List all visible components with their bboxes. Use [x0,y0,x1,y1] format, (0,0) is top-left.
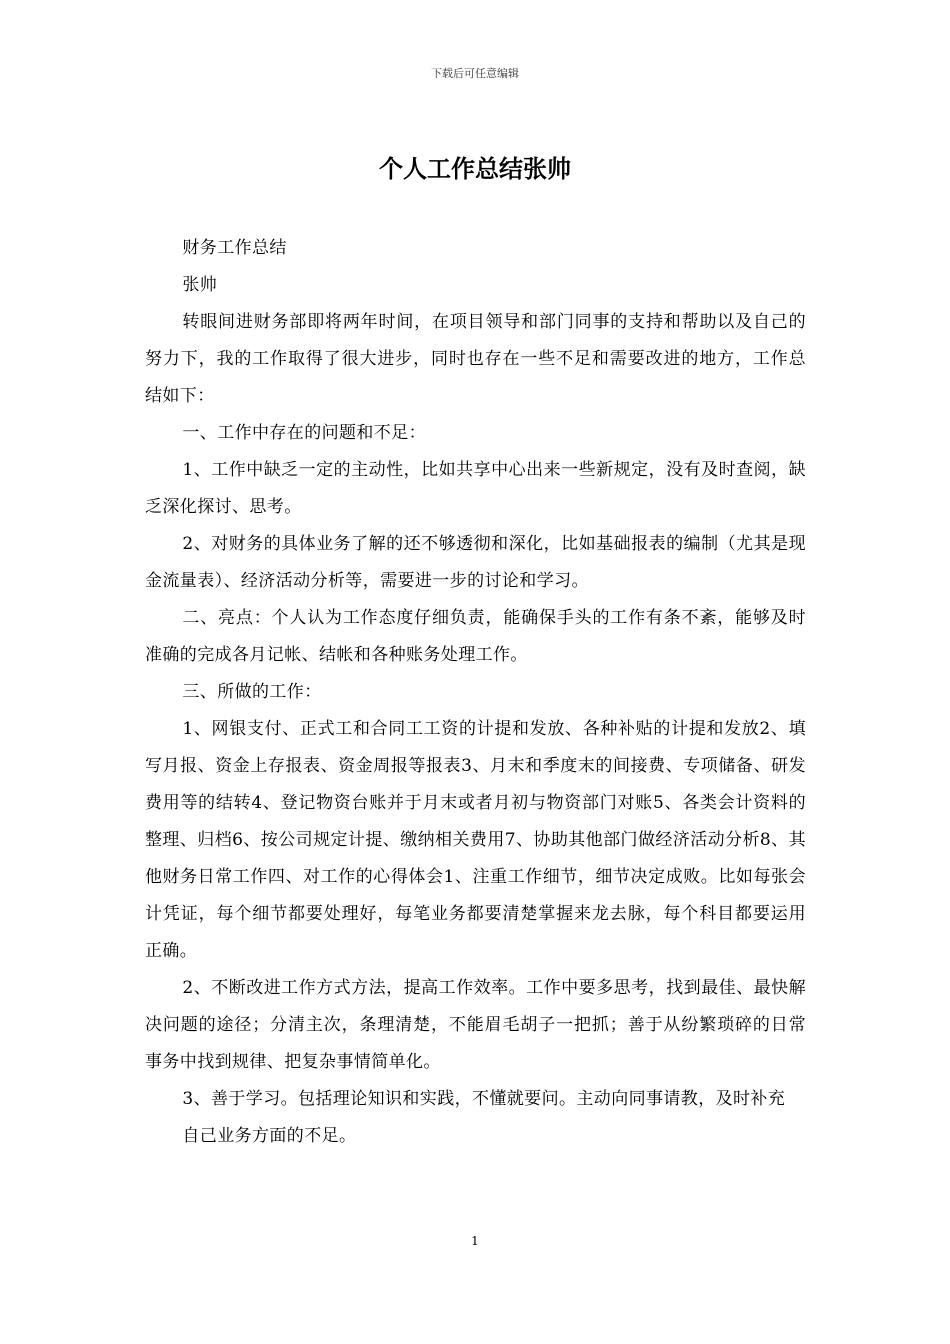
closing-line: 自己业务方面的不足。 [182,1126,357,1146]
section-heading: 财务工作总结 [182,238,287,258]
work-heading: 三、所做的工作： [182,682,322,702]
page-number: 1 [471,1234,479,1248]
document-title: 个人工作总结张帅 [379,155,571,183]
insight-item-3: 3、善于学习。包括理论知识和实践，不懂就要问。主动向同事请教，及时补充 [182,1089,786,1109]
problem-item-1: 1、工作中缺乏一定的主动性，比如共享中心出来一些新规定，没有及时查阅，缺乏深化探讨、思考。 [145,460,806,517]
header-note: 下载后可任意编辑 [431,67,519,80]
intro-paragraph: 转眼间进财务部即将两年时间，在项目领导和部门同事的支持和帮助以及自己的努力下，我的工作取得了很大进步，同时也存在一些不足和需要改进的地方，工作总结如下： [145,312,806,406]
work-items-paragraph: 1、网银支付、正式工和合同工工资的计提和发放、各种补贴的计提和发放2、填写月报、资金上存报表、资金周报等报表3、月末和季度末的间接费、专项储备、研发费用等的结转4、登记物资台账并于月末或者月初与物资部门对账5、各类会计资料的整理、归档6、按公司规定计提、缴纳相关费用7、协助其他部门做经济活动分析8、其他财务日常工作四、对工作的心得体会1、注重工作细节，细节决定成败。比如每张会计凭证，每个细节都要处理好，每笔业务都要清楚掌握来龙去脉，每个科目都要运用正确。 [145,719,806,961]
problems-heading: 一、工作中存在的问题和不足： [182,423,426,443]
author-name: 张帅 [182,275,218,295]
document-body [145,230,806,1155]
problem-item-2: 2、对财务的具体业务了解的还不够透彻和深化，比如基础报表的编制（尤其是现金流量表）、经济活动分析等，需要进一步的讨论和学习。 [145,534,806,591]
insight-item-2: 2、不断改进工作方式方法，提高工作效率。工作中要多思考，找到最佳、最快解决问题的途径；分清主次，条理清楚，不能眉毛胡子一把抓；善于从纷繁琐碎的日常事务中找到规律、把复杂事情简单化。 [145,978,806,1072]
highlights-paragraph: 二、亮点：个人认为工作态度仔细负责，能确保手头的工作有条不紊，能够及时准确的完成各月记帐、结帐和各种账务处理工作。 [145,608,806,665]
